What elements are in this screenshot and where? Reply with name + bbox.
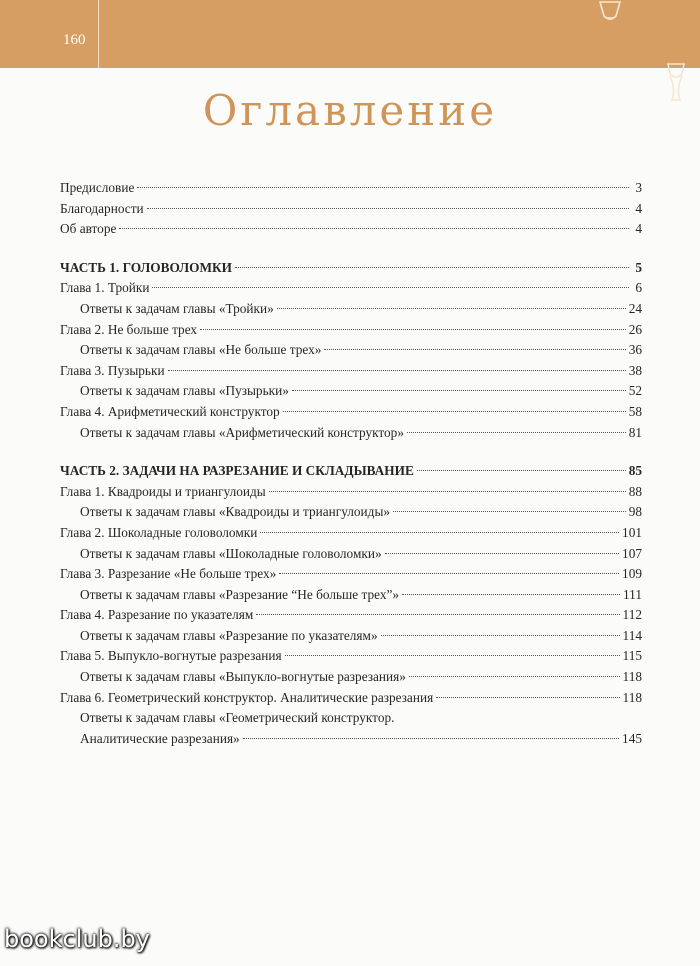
toc-dot-leader [235,267,629,268]
toc-page-number: 4 [635,200,642,216]
toc-entry-label: Ответы к задачам главы «Тройки» [80,300,274,316]
toc-page-number: 85 [628,463,642,479]
toc-page-number: 98 [628,504,642,520]
toc-answers-entry[interactable] [60,340,642,361]
toc-page-number: 58 [628,403,642,419]
toc-dot-leader [269,491,626,492]
toc-entry-label: ЧАСТЬ 1. ГОЛОВОЛОМКИ [60,259,232,275]
toc-entry[interactable] [60,523,642,544]
toc-answers-entry[interactable] [60,585,642,606]
toc-entry-label: Глава 6. Геометрический конструктор. Аналитические разрезания [60,689,434,705]
toc-dot-leader [256,614,619,615]
header-divider [98,0,99,68]
toc-answers-entry[interactable] [60,381,642,402]
toc-page-number: 24 [628,300,642,316]
toc-answers-entry[interactable] [60,423,642,444]
toc-dot-leader [243,738,619,739]
toc-dot-leader [292,390,626,391]
page-number: 160 [63,32,86,48]
toc-dot-leader [147,208,629,209]
toc-entry[interactable] [60,178,642,199]
toc-entry[interactable] [60,278,642,299]
toc-entry-label: ЧАСТЬ 2. ЗАДАЧИ НА РАЗРЕЗАНИЕ И СКЛАДЫВАНИЕ [60,463,414,479]
toc-entry-label: Глава 4. Арифметический конструктор [60,403,280,419]
toc-dot-leader [277,308,626,309]
toc-entry-label: Глава 2. Шоколадные головоломки [60,524,258,540]
toc-dot-leader [200,329,626,330]
toc-dot-leader [385,553,619,554]
toc-entry-label: Глава 1. Квадроиды и триангулоиды [60,483,266,499]
toc-entry[interactable] [60,402,642,423]
watermark: bookclub.by [4,925,150,953]
table-of-contents [60,178,642,749]
toc-entry-label: Глава 1. Тройки [60,280,150,296]
toc-dot-leader [402,594,620,595]
toc-entry[interactable] [60,219,642,240]
toc-answers-entry[interactable] [60,626,642,647]
toc-page-number: 5 [635,259,642,275]
toc-entry[interactable] [60,199,642,220]
toc-dot-leader [260,532,619,533]
toc-entry-label: Аналитические разрезания» [80,730,240,746]
toc-dot-leader [393,511,626,512]
toc-dot-leader [119,228,629,229]
toc-entry-label: Ответы к задачам главы «Пузырьки» [80,383,289,399]
toc-entry[interactable] [60,361,642,382]
toc-page-number: 4 [635,221,642,237]
toc-answers-entry[interactable] [60,299,642,320]
toc-entry-label: Об авторе [60,221,117,237]
toc-part-heading[interactable] [60,258,642,279]
toc-page-number: 38 [628,362,642,378]
toc-entry[interactable] [60,688,642,709]
toc-page-number: 107 [622,545,642,561]
toc-entry-label: Ответы к задачам главы «Арифметический конструктор» [80,424,404,440]
toc-page-number: 114 [622,627,642,643]
toc-dot-leader [324,349,625,350]
toc-entry-label: Глава 3. Разрезание «Не больше трех» [60,566,277,582]
toc-page-number: 118 [622,689,642,705]
toc-answers-entry[interactable] [60,544,642,565]
toc-entry-label: Предисловие [60,180,135,195]
toc-page-number: 101 [622,524,642,540]
toc-dot-leader [381,635,620,636]
toc-page-number: 118 [622,669,642,685]
page-title: Оглавление [202,86,498,135]
toc-page-number: 109 [622,566,642,582]
toc-entry-label: Глава 2. Не больше трех [60,321,198,337]
toc-dot-leader [285,655,620,656]
toc-page-number: 3 [635,180,642,195]
toc-entry[interactable] [60,646,642,667]
toc-answers-entry[interactable] [60,708,642,729]
toc-part-heading[interactable] [60,461,642,482]
toc-dot-leader [168,370,626,371]
toc-entry-label: Ответы к задачам главы «Шоколадные головоломки» [80,545,382,561]
toc-entry-label: Глава 3. Пузырьки [60,362,165,378]
toc-entry[interactable] [60,482,642,503]
toc-page-number: 111 [623,586,642,602]
toc-page-number: 115 [622,648,642,664]
toc-dot-leader [137,187,629,188]
toc-answers-entry[interactable] [60,729,642,750]
toc-dot-leader [409,676,620,677]
toc-entry-label: Ответы к задачам главы «Выпукло-вогнутые разрезания» [80,669,406,685]
toc-page-number: 88 [628,483,642,499]
toc-page-number: 112 [622,607,642,623]
toc-answers-entry[interactable] [60,667,642,688]
toc-answers-entry[interactable] [60,502,642,523]
toc-entry-label: Ответы к задачам главы «Разрезание “Не больше трех”» [80,586,400,602]
toc-page-number: 6 [635,280,642,296]
toc-entry-label: Ответы к задачам главы «Квадроиды и триангулоиды» [80,504,391,520]
toc-dot-leader [436,697,619,698]
toc-dot-leader [407,432,626,433]
toc-entry[interactable] [60,605,642,626]
toc-page-number: 26 [628,321,642,337]
toc-entry-label: Ответы к задачам главы «Геометрический конструктор. [80,710,395,726]
toc-page-number: 52 [628,383,642,399]
toc-entry-label: Благодарности [60,200,144,216]
toc-entry-label: Ответы к задачам главы «Не больше трех» [80,342,322,358]
toc-entry[interactable] [60,320,642,341]
toc-dot-leader [283,411,626,412]
toc-dot-leader [279,573,619,574]
toc-entry-label: Глава 5. Выпукло-вогнутые разрезания [60,648,282,664]
toc-page-number: 81 [628,424,642,440]
toc-page-number: 145 [622,730,642,746]
toc-dot-leader [152,287,629,288]
toc-entry-label: Глава 4. Разрезание по указателям [60,607,254,623]
toc-dot-leader [417,470,626,471]
toc-entry[interactable] [60,564,642,585]
toc-page-number: 36 [628,342,642,358]
toc-entry-label: Ответы к задачам главы «Разрезание по указателям» [80,627,378,643]
